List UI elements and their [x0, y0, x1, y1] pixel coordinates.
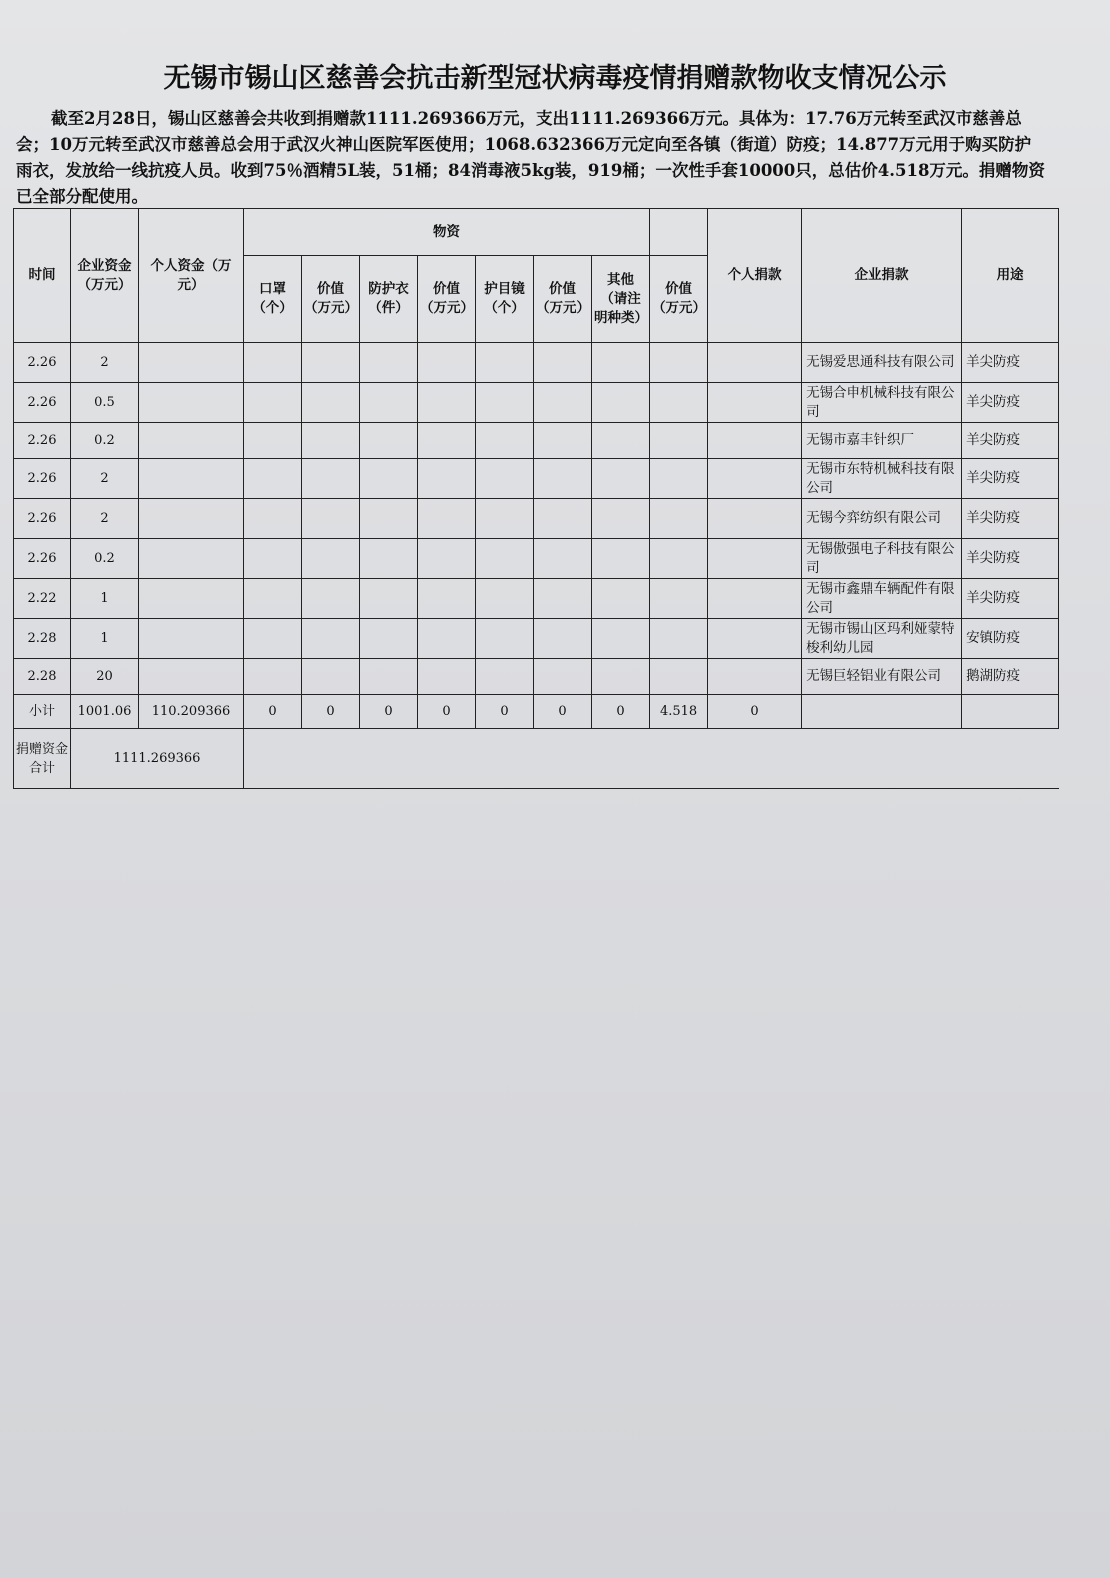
row-empty-cell: [708, 459, 802, 499]
row-empty-cell: [534, 423, 592, 459]
row-empty-cell: [708, 499, 802, 539]
row-empty-cell: [302, 499, 360, 539]
header-value-4: 价值（万元）: [650, 256, 708, 343]
donation-table: [13, 208, 1059, 789]
row-empty-cell: [708, 423, 802, 459]
row-empty-cell: [360, 343, 418, 383]
table-row: [14, 579, 1059, 619]
row-empty-cell: [418, 579, 476, 619]
row-empty-cell: [418, 343, 476, 383]
header-time: 时间: [14, 209, 71, 343]
total-blank: [244, 729, 1059, 789]
row-usage: 安镇防疫: [962, 619, 1059, 659]
subtotal-other: 0: [592, 695, 650, 729]
row-empty-cell: [650, 499, 708, 539]
row-empty-cell: [139, 459, 244, 499]
row-empty-cell: [534, 539, 592, 579]
table-row: [14, 343, 1059, 383]
row-empty-cell: [139, 383, 244, 423]
total-label: 捐赠资金合计: [14, 729, 71, 789]
row-empty-cell: [302, 423, 360, 459]
header-goggles: 护目镜（个）: [476, 256, 534, 343]
subtotal-value-3: 0: [534, 695, 592, 729]
row-empty-cell: [302, 459, 360, 499]
row-usage: 羊尖防疫: [962, 539, 1059, 579]
table-row: [14, 423, 1059, 459]
row-empty-cell: [476, 423, 534, 459]
row-empty-cell: [360, 383, 418, 423]
total-value: 1111.269366: [71, 729, 244, 789]
row-empty-cell: [592, 459, 650, 499]
row-time: 2.28: [14, 659, 71, 695]
row-empty-cell: [476, 459, 534, 499]
row-empty-cell: [360, 459, 418, 499]
row-usage: 羊尖防疫: [962, 383, 1059, 423]
subtotal-suits: 0: [360, 695, 418, 729]
row-empty-cell: [476, 619, 534, 659]
row-company-funds: 0.2: [71, 539, 139, 579]
row-empty-cell: [592, 423, 650, 459]
row-company-name: 无锡傲强电子科技有限公司: [802, 539, 962, 579]
row-empty-cell: [708, 383, 802, 423]
row-empty-cell: [360, 619, 418, 659]
row-empty-cell: [302, 579, 360, 619]
row-empty-cell: [418, 619, 476, 659]
row-empty-cell: [139, 343, 244, 383]
header-personal-donation: 个人捐款: [708, 209, 802, 343]
row-time: 2.22: [14, 579, 71, 619]
document-title: 无锡市锡山区慈善会抗击新型冠状病毒疫情捐赠款物收支情况公示: [163, 63, 947, 94]
row-empty-cell: [592, 659, 650, 695]
row-empty-cell: [139, 499, 244, 539]
row-empty-cell: [244, 343, 302, 383]
row-time: 2.26: [14, 383, 71, 423]
row-empty-cell: [418, 499, 476, 539]
row-empty-cell: [302, 343, 360, 383]
row-company-funds: 2: [71, 499, 139, 539]
header-personal-funds: 个人资金（万元）: [139, 209, 244, 343]
subtotal-personal-donation: 0: [708, 695, 802, 729]
row-empty-cell: [534, 459, 592, 499]
row-empty-cell: [302, 539, 360, 579]
row-empty-cell: [650, 423, 708, 459]
row-empty-cell: [418, 539, 476, 579]
row-company-name: 无锡市鑫鼎车辆配件有限公司: [802, 579, 962, 619]
row-empty-cell: [708, 619, 802, 659]
table-row: [14, 659, 1059, 695]
intro-paragraph: 截至2月28日，锡山区慈善会共收到捐赠款1111.269366万元，支出1111.269366万元。具体为：17.76万元转至武汉市慈善总会；10万元转至武汉市慈善总会用于武汉火神山医院军医使用；1068.632366万元定向至各镇（街道）防疫；14.877万元用于购买防护雨衣，发放给一线抗疫人员。收到75％酒精5L装，51桶；84消毒液5kg装，919桶；一次性手套10000只，总估价4.518万元。捐赠物资已全部分配使用。: [16, 109, 1045, 206]
subtotal-value-4: 4.518: [650, 695, 708, 729]
row-usage: 羊尖防疫: [962, 343, 1059, 383]
row-time: 2.26: [14, 499, 71, 539]
row-empty-cell: [534, 619, 592, 659]
row-empty-cell: [476, 499, 534, 539]
row-empty-cell: [650, 383, 708, 423]
row-empty-cell: [302, 383, 360, 423]
subtotal-value-1: 0: [302, 695, 360, 729]
row-company-funds: 1: [71, 619, 139, 659]
row-empty-cell: [360, 499, 418, 539]
row-empty-cell: [360, 539, 418, 579]
subtotal-label: 小计: [14, 695, 71, 729]
row-empty-cell: [650, 659, 708, 695]
row-empty-cell: [534, 383, 592, 423]
row-usage: 羊尖防疫: [962, 459, 1059, 499]
row-empty-cell: [418, 383, 476, 423]
row-empty-cell: [360, 423, 418, 459]
table-row: [14, 619, 1059, 659]
row-company-name: 无锡爱思通科技有限公司: [802, 343, 962, 383]
row-empty-cell: [476, 539, 534, 579]
row-company-name: 无锡今弈纺织有限公司: [802, 499, 962, 539]
subtotal-company-blank: [802, 695, 962, 729]
row-company-funds: 2: [71, 459, 139, 499]
row-empty-cell: [244, 619, 302, 659]
row-usage: 羊尖防疫: [962, 499, 1059, 539]
table-row: [14, 539, 1059, 579]
row-company-name: 无锡合申机械科技有限公司: [802, 383, 962, 423]
row-company-name: 无锡市锡山区玛利娅蒙特梭利幼儿园: [802, 619, 962, 659]
table-row: [14, 459, 1059, 499]
table-row: [14, 499, 1059, 539]
row-empty-cell: [534, 499, 592, 539]
row-empty-cell: [476, 659, 534, 695]
row-empty-cell: [476, 579, 534, 619]
row-time: 2.28: [14, 619, 71, 659]
row-empty-cell: [139, 579, 244, 619]
row-empty-cell: [244, 459, 302, 499]
row-empty-cell: [139, 619, 244, 659]
row-empty-cell: [592, 383, 650, 423]
row-time: 2.26: [14, 459, 71, 499]
subtotal-goggles: 0: [476, 695, 534, 729]
subtotal-company-funds: 1001.06: [71, 695, 139, 729]
row-empty-cell: [592, 539, 650, 579]
row-empty-cell: [708, 539, 802, 579]
header-company-funds: 企业资金（万元）: [71, 209, 139, 343]
row-empty-cell: [476, 383, 534, 423]
header-value-1: 价值（万元）: [302, 256, 360, 343]
row-empty-cell: [592, 579, 650, 619]
row-time: 2.26: [14, 343, 71, 383]
header-value-2: 价值（万元）: [418, 256, 476, 343]
subtotal-row: [14, 695, 1059, 729]
header-materials-spacer: [650, 209, 708, 256]
row-empty-cell: [418, 423, 476, 459]
subtotal-masks: 0: [244, 695, 302, 729]
row-empty-cell: [592, 619, 650, 659]
row-empty-cell: [708, 343, 802, 383]
row-empty-cell: [244, 579, 302, 619]
row-empty-cell: [592, 343, 650, 383]
row-empty-cell: [534, 343, 592, 383]
row-empty-cell: [244, 423, 302, 459]
row-empty-cell: [534, 659, 592, 695]
total-row: [14, 729, 1059, 789]
row-empty-cell: [708, 659, 802, 695]
table-row: [14, 383, 1059, 423]
row-empty-cell: [302, 659, 360, 695]
row-empty-cell: [244, 539, 302, 579]
row-time: 2.26: [14, 423, 71, 459]
subtotal-usage-blank: [962, 695, 1059, 729]
header-value-3: 价值（万元）: [534, 256, 592, 343]
row-empty-cell: [302, 619, 360, 659]
row-empty-cell: [650, 579, 708, 619]
row-empty-cell: [139, 423, 244, 459]
row-empty-cell: [476, 343, 534, 383]
header-materials: 物资: [244, 209, 650, 256]
subtotal-value-2: 0: [418, 695, 476, 729]
row-empty-cell: [650, 459, 708, 499]
row-usage: 鹅湖防疫: [962, 659, 1059, 695]
header-masks: 口罩（个）: [244, 256, 302, 343]
row-empty-cell: [592, 499, 650, 539]
row-company-name: 无锡巨轻铝业有限公司: [802, 659, 962, 695]
subtotal-personal-funds: 110.209366: [139, 695, 244, 729]
row-usage: 羊尖防疫: [962, 423, 1059, 459]
row-empty-cell: [139, 659, 244, 695]
row-usage: 羊尖防疫: [962, 579, 1059, 619]
row-company-funds: 1: [71, 579, 139, 619]
header-usage: 用途: [962, 209, 1059, 343]
row-company-name: 无锡市东特机械科技有限公司: [802, 459, 962, 499]
row-empty-cell: [650, 343, 708, 383]
row-time: 2.26: [14, 539, 71, 579]
row-company-name: 无锡市嘉丰针织厂: [802, 423, 962, 459]
row-empty-cell: [650, 539, 708, 579]
row-empty-cell: [360, 579, 418, 619]
row-company-funds: 2: [71, 343, 139, 383]
row-company-funds: 20: [71, 659, 139, 695]
row-empty-cell: [360, 659, 418, 695]
row-company-funds: 0.2: [71, 423, 139, 459]
row-empty-cell: [139, 539, 244, 579]
row-company-funds: 0.5: [71, 383, 139, 423]
row-empty-cell: [244, 499, 302, 539]
header-company-donation: 企业捐款: [802, 209, 962, 343]
row-empty-cell: [418, 659, 476, 695]
row-empty-cell: [244, 383, 302, 423]
row-empty-cell: [534, 579, 592, 619]
row-empty-cell: [244, 659, 302, 695]
row-empty-cell: [418, 459, 476, 499]
row-empty-cell: [708, 579, 802, 619]
row-empty-cell: [650, 619, 708, 659]
header-suits: 防护衣（件）: [360, 256, 418, 343]
header-other: 其他（请注明种类）: [592, 256, 650, 343]
